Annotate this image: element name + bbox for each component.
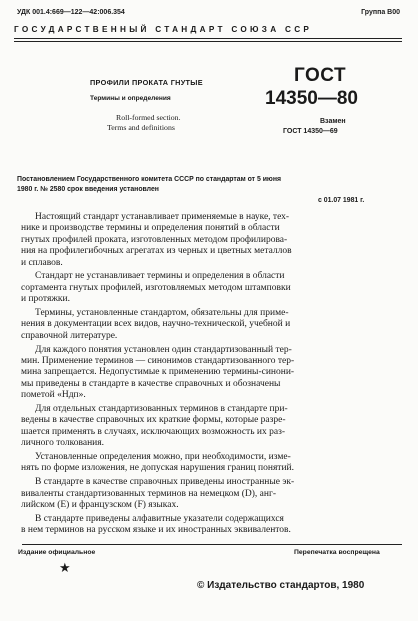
body-line: мин. Применение терминов — синонимов стандартизованного тер-: [21, 356, 295, 367]
body-line: Настоящий стандарт устанавливает применяемые в науке, тех-: [35, 212, 290, 222]
top-line: [17, 9, 400, 21]
body-line: мина запрещается. Недопустимые к применению термины-синони-: [21, 367, 295, 378]
body-line: мы приведены в стандарте в качестве справочных и обозначены: [21, 378, 281, 389]
body-text: [21, 212, 408, 539]
body-line: Для каждого понятия установлен один стандартизованный тер-: [35, 344, 292, 355]
body-line: шается применять в случаях, исключающих возможность их раз-: [21, 426, 285, 437]
standard-banner: ГОСУДАРСТВЕННЫЙ СТАНДАРТ СОЮЗА ССР: [14, 25, 313, 34]
body-line: виваленты стандартизованных терминов на немецком (D), анг-: [21, 488, 277, 499]
body-line: нять по форме изложения, не допуская нарушения границ понятий.: [21, 463, 295, 474]
body-line: гнутых профилей проката, изготовленных методом профилирова-: [21, 234, 288, 245]
body-paragraph: [21, 212, 408, 269]
body-line: в нем терминов на русском языке и их иностранных эквивалентов.: [21, 525, 291, 536]
body-line: В стандарте в качестве справочных приведены иностранные эк-: [35, 477, 295, 488]
title-en: Roll-formed section.: [116, 113, 181, 122]
decree-line: 1980 г. № 2580 срок введения установлен: [17, 186, 159, 194]
body-line: В стандарте приведены алфавитные указатели содержащихся: [35, 513, 284, 524]
official-edition: Издание официальное: [18, 549, 96, 556]
decree-line: Постановлением Государственного комитета СССР по стандартам от 5 июня: [17, 176, 281, 183]
bottom-rule: [22, 544, 402, 545]
gost-label: ГОСТ: [294, 65, 347, 86]
body-paragraph: [21, 271, 408, 305]
star-icon: ★: [59, 560, 71, 575]
replaces-value: ГОСТ 14350—69: [283, 128, 338, 135]
body-paragraph: [21, 345, 408, 402]
gost-number: 14350—80: [265, 88, 358, 109]
body-line: Стандарт не устанавливает термины и определения в области: [35, 271, 285, 282]
body-line: сортамента гнутых профилей, изготовляемых методом штамповки: [21, 282, 291, 293]
reprint-prohibited: Перепечатка воспрещена: [294, 549, 380, 556]
body-line: личного толкования.: [21, 438, 104, 449]
body-paragraph: [21, 308, 408, 342]
body-paragraph: [21, 514, 408, 537]
body-paragraph: [21, 452, 408, 475]
body-line: Термины, установленные стандартом, обязательны для приме-: [35, 308, 289, 319]
effective-date: с 01.07 1981 г.: [318, 197, 365, 204]
decree-text: [17, 175, 401, 196]
udk-code: УДК 001.4:669—122—42:006.354: [17, 9, 125, 16]
subtitle-en: Terms and definitions: [107, 123, 175, 132]
body-paragraph: [21, 477, 408, 511]
copyright: © Издательство стандартов, 1980: [197, 580, 365, 591]
body-line: Установленные определения можно, при необходимости, изме-: [35, 452, 291, 463]
body-line: пометой «Ндп».: [21, 390, 86, 401]
body-line: нике и производстве термины и определения понятий в области: [21, 223, 280, 234]
banner-rule: [14, 38, 402, 39]
banner-rule-thin: [14, 41, 402, 42]
body-line: и сплавов.: [21, 257, 63, 268]
group-code: Группа В00: [361, 9, 400, 16]
body-line: ведены в качестве справочных их краткие формы, которые разре-: [21, 415, 286, 426]
body-paragraph: [21, 404, 408, 450]
body-line: лийском (E) и французском (F) языках.: [21, 500, 179, 511]
subtitle-ru: Термины и определения: [90, 95, 171, 102]
body-line: справочной литературе.: [21, 330, 118, 341]
body-line: и протяжки.: [21, 294, 70, 305]
replaces-label: Взамен: [320, 118, 346, 125]
title-ru: ПРОФИЛИ ПРОКАТА ГНУТЫЕ: [90, 78, 203, 87]
body-line: Для отдельных стандартизованных терминов в стандарте при-: [35, 404, 288, 415]
body-line: ния на профилегибочных агрегатах из черных и цветных металлов: [21, 246, 292, 257]
body-line: нения в документации всех видов, научно-технической, учебной и: [21, 319, 291, 330]
